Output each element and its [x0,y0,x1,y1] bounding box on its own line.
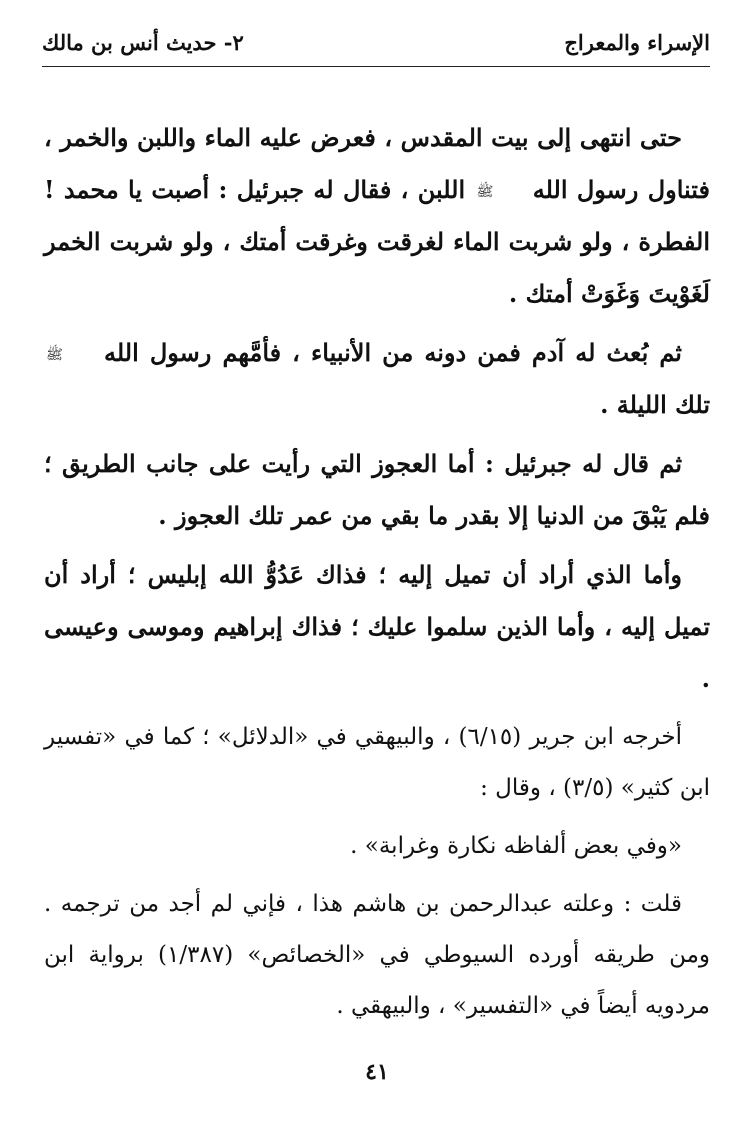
paragraph [44,879,710,1032]
honorific-glyph: ﷺ [476,183,494,200]
paragraph-text: اللبن ، فقال له جبرئيل : أصبت يا محمد ! الفطرة ، ولو شربت الماء لغرقت وغرقت أمتك ، ولو شربت الخمر لَغَوْيتَ وَغَوَتْ أمتك . [44,175,710,308]
paragraph-text: «وفي بعض ألفاظه نكارة وغرابة» . [350,833,682,859]
paragraph-text: تلك الليلة . [600,390,710,419]
paragraph-text: وأما الذي أراد أن تميل إليه ؛ فذاك عَدُوُّ الله إبليس ؛ أراد أن تميل إليه ، وأما الذين سلموا عليك ؛ فذاك إبراهيم وموسى وعيسى . [44,560,711,693]
paragraph [44,821,710,872]
page-number: ٤١ [365,1059,389,1085]
paragraph-text: حتى انتهى إلى بيت المقدس ، فعرض عليه الماء واللبن والخمر ، فتناول رسول الله [44,123,710,204]
paragraph-text: ثم قال له جبرئيل : أما العجوز التي رأيت على جانب الطريق ؛ فلم يَبْقَ من الدنيا إلا بقدر ما بقي من عمر تلك العجوز . [44,449,710,530]
honorific-glyph: ﷺ [46,346,63,363]
paragraph-text: ثم بُعث له آدم فمن دونه من الأنبياء ، فأمَّهم رسول الله [92,338,682,367]
paragraph [44,327,710,431]
paragraph [44,712,710,814]
chapter-title: ٢- حديث أنس بن مالك [42,30,244,55]
paragraph-text: قلت : وعلته عبدالرحمن بن هاشم هذا ، فإني لم أجد من ترجمه . ومن طريقه أورده السيوطي في «الخصائص» (١/٣٨٧) برواية ابن مردويه أيضاً في «التفسير» ، والبيهقي . [44,891,711,1019]
paragraph [44,112,710,320]
paragraph [44,438,710,542]
body-text [44,112,710,1039]
paragraph-text: أخرجه ابن جرير (٦/١٥) ، والبيهقي في «الدلائل» ؛ كما في «تفسير ابن كثير» (٣/٥) ، وقال : [44,724,710,801]
book-title: الإسراء والمعراج [564,30,710,55]
running-header [42,26,710,67]
paragraph [44,549,710,705]
